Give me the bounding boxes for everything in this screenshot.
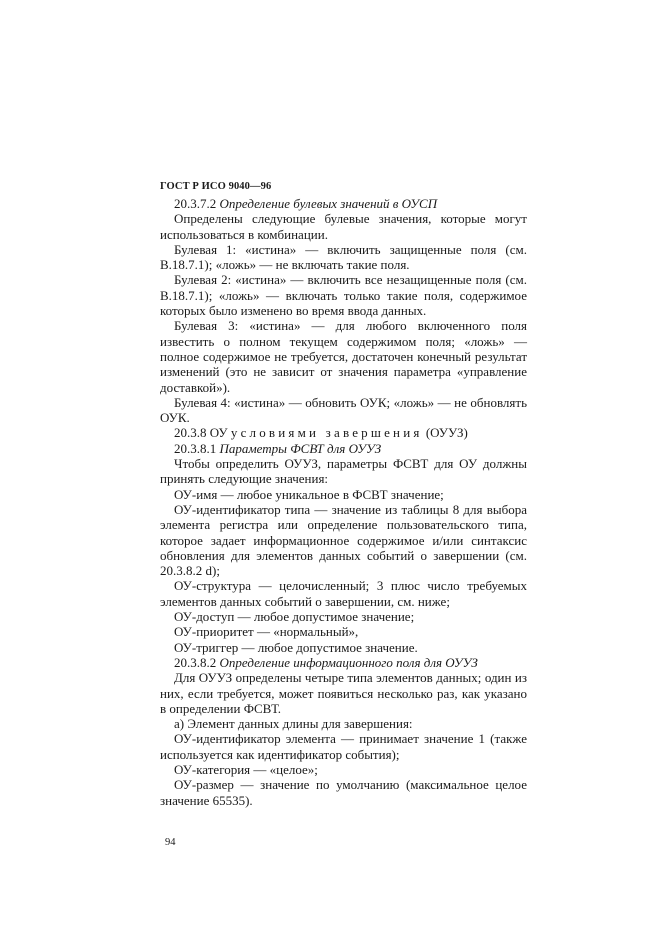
- section-title-spaced: условиями завершения: [230, 425, 423, 441]
- paragraph: ОУ-имя — любое уникальное в ФСВТ значение;: [174, 486, 444, 502]
- section-number: 20.3.8.1: [174, 440, 220, 456]
- section-title: Определение информационного поля для ОУУЗ: [219, 654, 478, 670]
- list-item-a: а) Элемент данных длины для завершения:: [174, 716, 413, 732]
- section-number: 20.3.7.2: [174, 196, 220, 211]
- paragraph: Чтобы определить ОУУЗ, параметры ФСВТ для ОУ должны принять следующие значения:: [160, 456, 527, 487]
- section-number: 20.3.8.2: [174, 654, 220, 670]
- paragraph: ОУ-категория — «целое»;: [174, 761, 318, 777]
- paragraph: Определены следующие булевые значения, которые могут использоваться в комбинации.: [160, 211, 527, 242]
- paragraph: ОУ-приоритет — «нормальный»,: [174, 624, 359, 640]
- section-number: 20.3.8 ОУ: [174, 425, 231, 441]
- section-heading-20-3-8-1: [160, 441, 527, 456]
- section-title: Параметры ФСВТ для ОУУЗ: [219, 440, 382, 456]
- section-heading-20-3-7-2: [160, 196, 527, 211]
- section-heading-20-3-8: [160, 425, 527, 440]
- section-heading-20-3-8-2: [160, 655, 527, 670]
- paragraph: ОУ-идентификатор элемента — принимает значение 1 (также используется как идентификатор события);: [160, 731, 527, 762]
- paragraph: Булевая 3: «истина» — для любого включенного поля известить о полном текущем содержимом поля; «ложь» — полное содержимое не требуется, достаточен конечный результат изменений (это не зависит от значения параметра «управление доставкой»).: [160, 318, 527, 395]
- document-header: ГОСТ Р ИСО 9040—96: [160, 181, 272, 192]
- paragraph: ОУ-доступ — любое допустимое значение;: [174, 609, 415, 625]
- paragraph: Булевая 1: «истина» — включить защищенные поля (см. B.18.7.1); «ложь» — не включать такие поля.: [160, 241, 527, 273]
- paragraph: ОУ-идентификатор типа — значение из таблицы 8 для выбора элемента регистра или определение пользовательского типа, которое задает информационное содержимое и/или синтаксис обновления для элементов данных событий о завершении (см. 20.3.8.2 d);: [160, 501, 527, 579]
- paragraph: Булевая 2: «истина» — включить все незащищенные поля (см. B.18.7.1); «ложь» — включать только такие поля, содержимое которых было изменено во время ввода данных.: [160, 272, 527, 319]
- document-body: [160, 196, 527, 808]
- section-abbrev: (ОУУЗ): [422, 425, 468, 441]
- paragraph: Булевая 4: «истина» — обновить ОУК; «ложь» — не обновлять ОУК.: [160, 394, 527, 426]
- page-number: 94: [165, 837, 176, 848]
- paragraph: Для ОУУЗ определены четыре типа элементов данных; один из них, если требуется, может появиться несколько раз, как указано в определении ФСВТ.: [160, 670, 527, 716]
- paragraph: ОУ-размер — значение по умолчанию (максимальное целое значение 65535).: [160, 777, 527, 808]
- paragraph: ОУ-структура — целочисленный; 3 плюс число требуемых элементов данных событий о завершении, см. ниже;: [160, 578, 527, 609]
- section-title: Определение булевых значений в ОУСП: [219, 196, 438, 211]
- paragraph: ОУ-триггер — любое допустимое значение.: [174, 639, 418, 655]
